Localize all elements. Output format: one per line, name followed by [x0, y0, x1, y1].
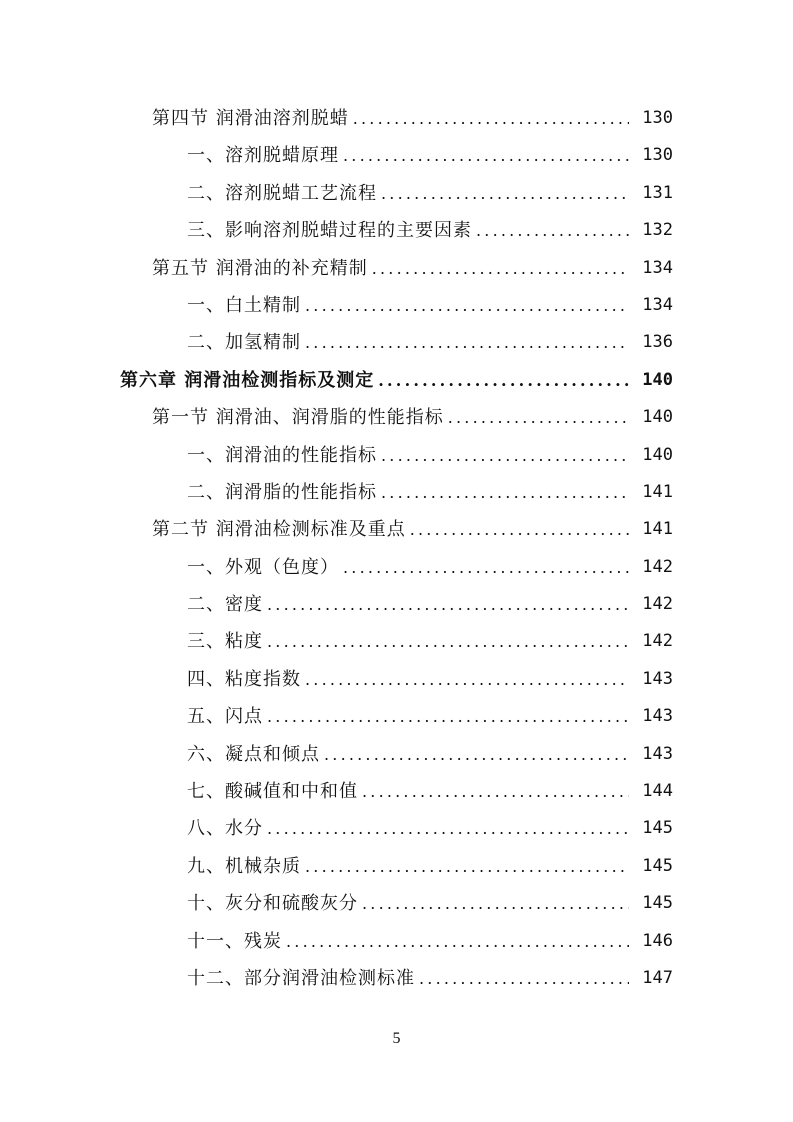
- dot-leader: [267, 586, 629, 623]
- toc-entry[interactable]: [0, 324, 793, 361]
- toc-entry-page: 132: [642, 220, 673, 241]
- dot-leader: [324, 736, 629, 773]
- toc-entry-title: 二、溶剂脱蜡工艺流程: [187, 182, 377, 204]
- toc-entry[interactable]: [0, 698, 793, 735]
- toc-entry-page: 145: [642, 893, 673, 914]
- dot-leader: [381, 474, 629, 511]
- dot-leader: [305, 287, 629, 324]
- dot-leader: [372, 250, 629, 287]
- dot-leader: [353, 100, 629, 137]
- toc-entry[interactable]: [0, 810, 793, 847]
- toc-entry-page: 140: [642, 407, 673, 428]
- toc-entry[interactable]: [0, 437, 793, 474]
- toc-entry-title: 一、润滑油的性能指标: [187, 444, 377, 466]
- toc-entry-page: 146: [642, 930, 673, 951]
- toc-entry-title: 十、灰分和硫酸灰分: [187, 893, 358, 915]
- toc-entry[interactable]: [0, 100, 793, 137]
- dot-leader: [381, 437, 629, 474]
- dot-leader: [476, 212, 629, 249]
- toc-entry-title: 七、酸碱值和中和值: [187, 781, 358, 803]
- toc-entry-title: 一、溶剂脱蜡原理: [187, 145, 339, 167]
- toc-entry[interactable]: [0, 175, 793, 212]
- toc-entry-page: 141: [642, 481, 673, 502]
- toc-entry-page: 142: [642, 631, 673, 652]
- dot-leader: [448, 399, 629, 436]
- dot-leader: [286, 923, 629, 960]
- toc-entry-title: 九、机械杂质: [187, 855, 301, 877]
- toc-entry-page: 134: [642, 294, 673, 315]
- toc-entry-page: 147: [642, 967, 673, 988]
- toc-entry[interactable]: [0, 474, 793, 511]
- toc-entry[interactable]: [0, 586, 793, 623]
- toc-entry[interactable]: [0, 287, 793, 324]
- toc-entry-page: 141: [642, 519, 673, 540]
- toc-entry-title: 三、影响溶剂脱蜡过程的主要因素: [187, 220, 472, 242]
- toc-entry-title: 第六章 润滑油检测指标及测定: [120, 369, 375, 391]
- toc-entry[interactable]: [0, 736, 793, 773]
- toc-entry-page: 142: [642, 594, 673, 615]
- dot-leader: [378, 362, 629, 399]
- toc-entry[interactable]: [0, 960, 793, 997]
- dot-leader: [267, 623, 629, 660]
- toc-entry[interactable]: [0, 250, 793, 287]
- toc-entry-title: 一、外观（色度）: [187, 556, 339, 578]
- toc-entry-page: 140: [642, 444, 673, 465]
- dot-leader: [343, 137, 629, 174]
- table-of-contents: [0, 100, 793, 997]
- toc-entry-title: 三、粘度: [187, 631, 263, 653]
- toc-entry[interactable]: [0, 511, 793, 548]
- toc-entry-page: 136: [642, 332, 673, 353]
- toc-entry[interactable]: [0, 848, 793, 885]
- toc-entry[interactable]: [0, 399, 793, 436]
- toc-entry[interactable]: [0, 212, 793, 249]
- dot-leader: [381, 175, 629, 212]
- toc-entry-title: 二、加氢精制: [187, 332, 301, 354]
- dot-leader: [305, 848, 629, 885]
- page-number: 5: [392, 1030, 401, 1047]
- toc-entry[interactable]: [0, 549, 793, 586]
- toc-entry-title: 十一、残炭: [187, 930, 282, 952]
- toc-entry-title: 第四节 润滑油溶剂脱蜡: [152, 108, 349, 129]
- toc-entry-title: 二、润滑脂的性能指标: [187, 481, 377, 503]
- dot-leader: [343, 549, 629, 586]
- toc-entry-page: 130: [642, 108, 673, 128]
- toc-entry-title: 八、水分: [187, 818, 263, 840]
- dot-leader: [410, 511, 629, 548]
- toc-entry-page: 134: [642, 257, 673, 278]
- toc-entry-title: 一、白土精制: [187, 294, 301, 316]
- toc-entry[interactable]: [0, 923, 793, 960]
- toc-entry[interactable]: [0, 885, 793, 922]
- toc-entry-page: 143: [642, 706, 673, 727]
- dot-leader: [362, 773, 629, 810]
- toc-entry-page: 130: [642, 145, 673, 166]
- toc-entry-page: 144: [642, 781, 673, 802]
- toc-entry-title: 六、凝点和倾点: [187, 743, 320, 765]
- dot-leader: [305, 661, 629, 698]
- toc-entry-page: 145: [642, 855, 673, 876]
- dot-leader: [267, 698, 629, 735]
- toc-entry-title: 十二、部分润滑油检测标准: [187, 967, 415, 989]
- toc-entry[interactable]: [0, 623, 793, 660]
- dot-leader: [419, 960, 629, 997]
- toc-entry-title: 第一节 润滑油、润滑脂的性能指标: [152, 407, 444, 429]
- toc-entry-page: 143: [642, 668, 673, 689]
- toc-entry[interactable]: [0, 661, 793, 698]
- toc-entry-page: 140: [642, 369, 673, 390]
- toc-entry-page: 145: [642, 818, 673, 839]
- dot-leader: [362, 885, 629, 922]
- toc-entry-title: 第五节 润滑油的补充精制: [152, 257, 368, 279]
- toc-entry-title: 五、闪点: [187, 706, 263, 728]
- toc-entry-title: 第二节 润滑油检测标准及重点: [152, 519, 406, 541]
- toc-entry-page: 131: [642, 182, 673, 203]
- toc-entry[interactable]: [0, 137, 793, 174]
- toc-entry-title: 四、粘度指数: [187, 668, 301, 690]
- dot-leader: [267, 810, 629, 847]
- toc-entry[interactable]: [0, 773, 793, 810]
- toc-entry-title: 二、密度: [187, 594, 263, 616]
- toc-chapter-entry[interactable]: [0, 362, 793, 399]
- toc-entry-page: 143: [642, 743, 673, 764]
- toc-entry-page: 142: [642, 556, 673, 577]
- dot-leader: [305, 324, 629, 361]
